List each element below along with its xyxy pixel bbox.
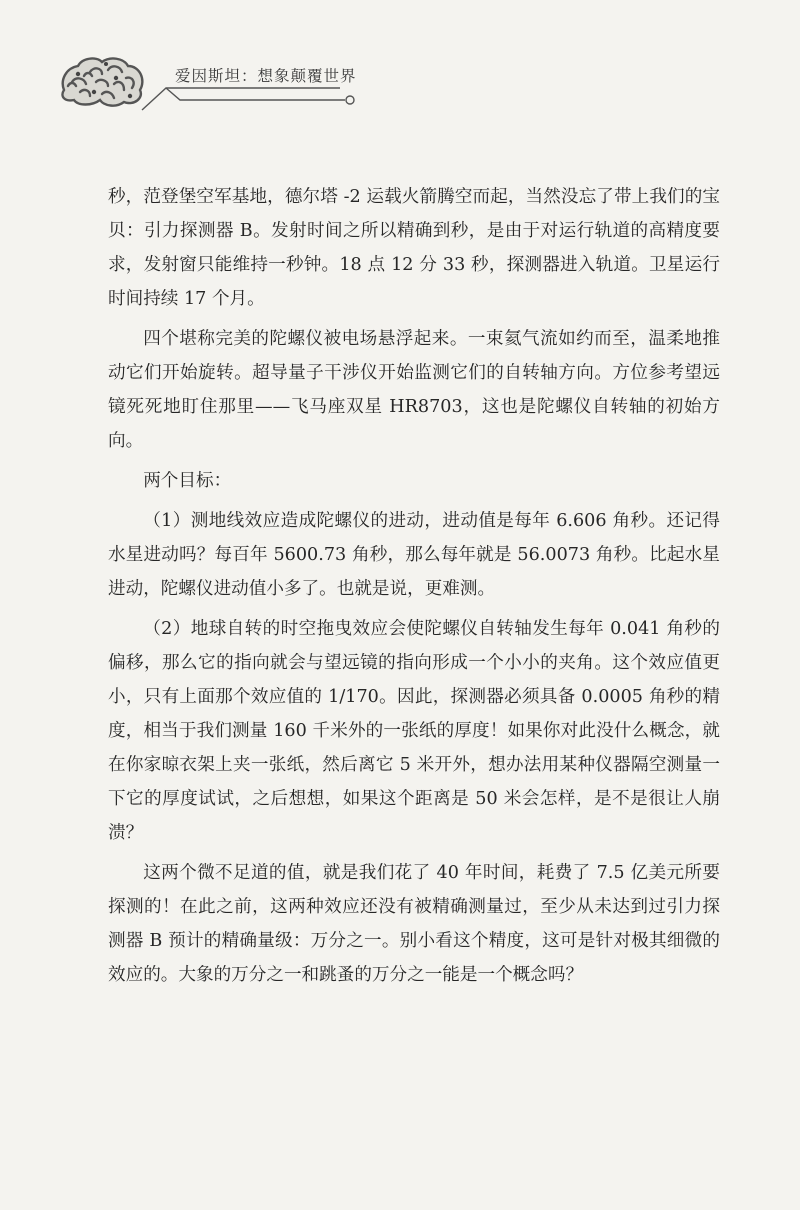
paragraph: 这两个微不足道的值，就是我们花了 40 年时间，耗费了 7.5 亿美元所要探测的！在此之前，这两种效应还没有被精确测量过，至少从未达到过引力探测器 B 预计的精确量级：万分之一。别小看这个精度，这可是针对极其细微的效应的。大象的万分之一和跳蚤的万分之一能是一个概念吗？ bbox=[108, 863, 720, 985]
page-header bbox=[0, 0, 800, 130]
paragraph: 秒，范登堡空军基地，德尔塔 -2 运载火箭腾空而起，当然没忘了带上我们的宝贝：引力探测器 B。发射时间之所以精确到秒，是由于对运行轨道的高精度要求，发射窗只能维持一秒钟。18 点 12 分 33 秒，探测器进入轨道。卫星运行时间持续 17 个月。 bbox=[108, 187, 720, 309]
paragraph: 四个堪称完美的陀螺仪被电场悬浮起来。一束氦气流如约而至，温柔地推动它们开始旋转。超导量子干涉仪开始监测它们的自转轴方向。方位参考望远镜死死地盯住那里——飞马座双星 HR8703，这也是陀螺仪自转轴的初始方向。 bbox=[108, 329, 720, 451]
running-head-title: 爱因斯坦：想象颠覆世界 bbox=[175, 67, 357, 85]
brain-icon bbox=[56, 52, 146, 110]
paragraph: 两个目标： bbox=[143, 471, 232, 491]
page-body-text bbox=[108, 180, 720, 998]
paragraph: （1）测地线效应造成陀螺仪的进动，进动值是每年 6.606 角秒。还记得水星进动吗？每百年 5600.73 角秒，那么每年就是 56.0073 角秒。比起水星进动，陀螺仪进动值小多了。也就是说，更难测。 bbox=[108, 511, 720, 599]
paragraph: （2）地球自转的时空拖曳效应会使陀螺仪自转轴发生每年 0.041 角秒的偏移，那么它的指向就会与望远镜的指向形成一个小小的夹角。这个效应值更小，只有上面那个效应值的 1/170。因此，探测器必须具备 0.0005 角秒的精度，相当于我们测量 160 千米外的一张纸的厚度！如果你对此没什么概念，就在你家晾衣架上夹一张纸，然后离它 5 米开外，想办法用某种仪器隔空测量一下它的厚度试试，之后想想，如果这个距离是 50 米会怎样，是不是很让人崩溃？ bbox=[108, 619, 720, 843]
